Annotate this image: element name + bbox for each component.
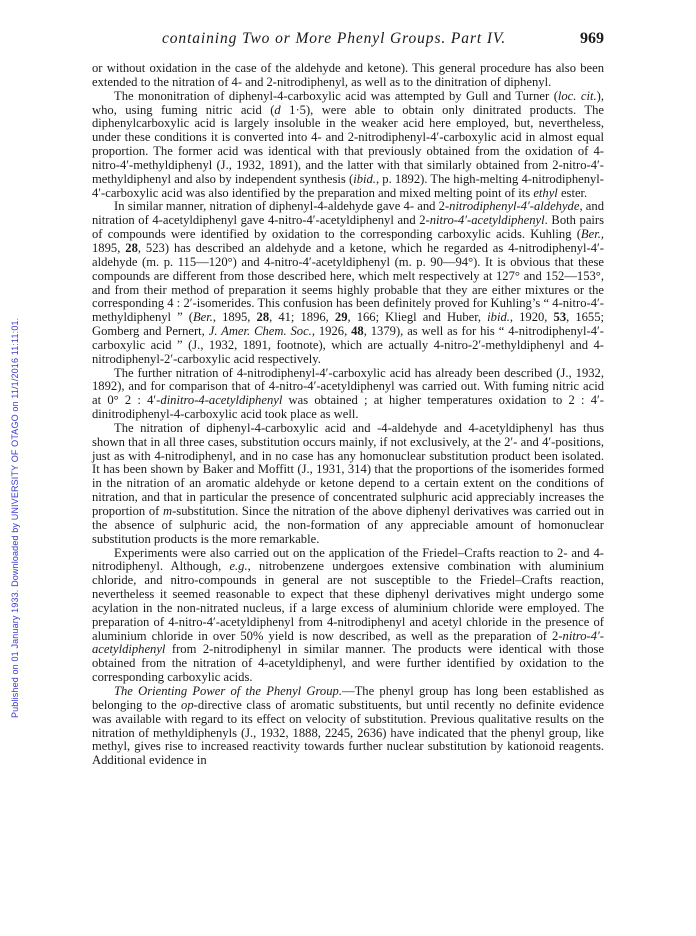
paragraph: The nitration of diphenyl-4-carboxylic acid and -4-aldehyde and 4-acetyldiphenyl has thus shown that in all three cases, substitution occurs mainly, if not exclusively, at the 2′- and 4′-positions, just as with 4-nitrodiphenyl, and in no case has any homonuclear substitution product been isolated. It has been shown by Baker and Moffitt (J., 1931, 314) that the proportions of the isomerides formed in the nitration of an aromatic aldehyde or ketone depend to a certain extent on the conditions of nitration, and that in particular the presence of concentrated sulphuric acid appreciably increases the proportion of m-substitution. Since the nitration of the above diphenyl derivatives was carried out in the absence of sulphuric acid, the non-formation of any appreciable amount of homonuclear substitution products is the more remarkable. — [92, 420, 604, 546]
body-text — [92, 62, 604, 768]
download-notice: Published on 01 January 1933. Downloaded by UNIVERSITY OF OTAGO on 11/1/2016 11:11:01. — [10, 317, 20, 718]
download-watermark — [0, 0, 20, 936]
running-title: containing Two or More Phenyl Groups. Part IV. — [162, 30, 507, 47]
paragraph: or without oxidation in the case of the aldehyde and ketone). This general procedure has also been extended to the nitration of 4- and 2-nitrodiphenyl, as well as to the dinitration of diphenyl. — [92, 61, 604, 89]
paragraph: In similar manner, nitration of diphenyl-4-aldehyde gave 4- and 2-nitrodiphenyl-4′-aldehyde, and nitration of 4-acetyldiphenyl gave 4-nitro-4′-acetyldiphenyl and 2-nitro-4′-acetyldiphenyl. Both pairs of compounds were identified by oxidation to the corresponding carboxylic acids. Kuhling (Ber., 1895, 28, 523) has described an aldehyde and a ketone, which he regarded as 4-nitrodiphenyl-4′-aldehyde (m. p. 115—120°) and 4-nitro-4′-acetyldiphenyl (m. p. 90—94°). It is obvious that these compounds are different from those described here, which melt respectively at 127° and 152—153°, and from their method of preparation it seems highly probable that they are either mixtures or the corresponding 4 : 2′-isomerides. This confusion has been definitely proved for Kuhling’s “ 4-nitro-4′-methyldiphenyl ” (Ber., 1895, 28, 41; 1896, 29, 166; Kliegl and Huber, ibid., 1920, 53, 1655; Gomberg and Pernert, J. Amer. Chem. Soc., 1926, 48, 1379), as well as for his “ 4-nitrodiphenyl-4′-carboxylic acid ” (J., 1932, 1891, footnote), which are actually 4-nitro-2′-methyldiphenyl and 4-nitrodiphenyl-2′-carboxylic acid respectively. — [92, 199, 605, 366]
paragraph: The mononitration of diphenyl-4-carboxylic acid was attempted by Gull and Turner (loc. cit.), who, using fuming nitric acid (d 1·5), were able to obtain only dinitrated products. The diphenylcarboxylic acid is largely insoluble in the weaker acid here employed, but, nevertheless, under these conditions it is converted into 4- and 2-nitrodiphenyl-4′-carboxylic acid in almost equal proportion. The former acid was identical with that previously obtained from the oxidation of 4-nitro-4′-methyldiphenyl (J., 1932, 1891), and the latter with that similarly obtained from 2-nitro-4′-methyldiphenyl and also by independent synthesis (ibid., p. 1892). The high-melting 4-nitrodiphenyl-4′-carboxylic acid was also identified by the preparation and mixed melting point of its ethyl ester. — [92, 88, 604, 200]
page-number: 969 — [580, 30, 604, 47]
paragraph: The further nitration of 4-nitrodiphenyl-4′-carboxylic acid has already been described (J., 1932, 1892), and for comparison that of 4-nitro-4′-acetyldiphenyl was carried out. With fuming nitric acid at 0° 2 : 4′-dinitro-4-acetyldiphenyl was obtained ; at higher temperatures oxidation to 2 : 4′-dinitrodiphenyl-4-carboxylic acid took place as well. — [92, 365, 604, 422]
running-header — [92, 30, 604, 48]
paragraph: Experiments were also carried out on the application of the Friedel–Crafts reaction to 2- and 4-nitrodiphenyl. Although, e.g., nitrobenzene undergoes extensive combination with aluminium chloride, and nitro-compounds in general are not susceptible to the Friedel–Crafts reaction, nevertheless it seemed reasonable to expect that these diphenyl derivatives might undergo some acylation in the non-nitrated nucleus, if a large excess of aluminium chloride were employed. The preparation of 4-nitro-4′-acetyldiphenyl from 4-nitrodiphenyl and acetyl chloride in the presence of aluminium chloride in over 50% yield is now described, as well as the preparation of 2-nitro-4′-acetyldiphenyl from 2-nitrodiphenyl in similar manner. The products were identical with those obtained from the nitration of 4-acetyldiphenyl, and were further identified by oxidation to the corresponding carboxylic acids. — [92, 545, 604, 685]
section-paragraph: The Orienting Power of the Phenyl Group.—The phenyl group has long been established as belonging to the op-directive class of aromatic substituents, but until recently no definite evidence was available with regard to its effect on velocity of substitution. Previous qualitative results on the nitration of methyldiphenyls (J., 1932, 1888, 2245, 2636) have indicated that the phenyl group, like methyl, gives rise to increased reactivity towards further nuclear substitution by kationoid reagents. Additional evidence in — [92, 683, 604, 768]
